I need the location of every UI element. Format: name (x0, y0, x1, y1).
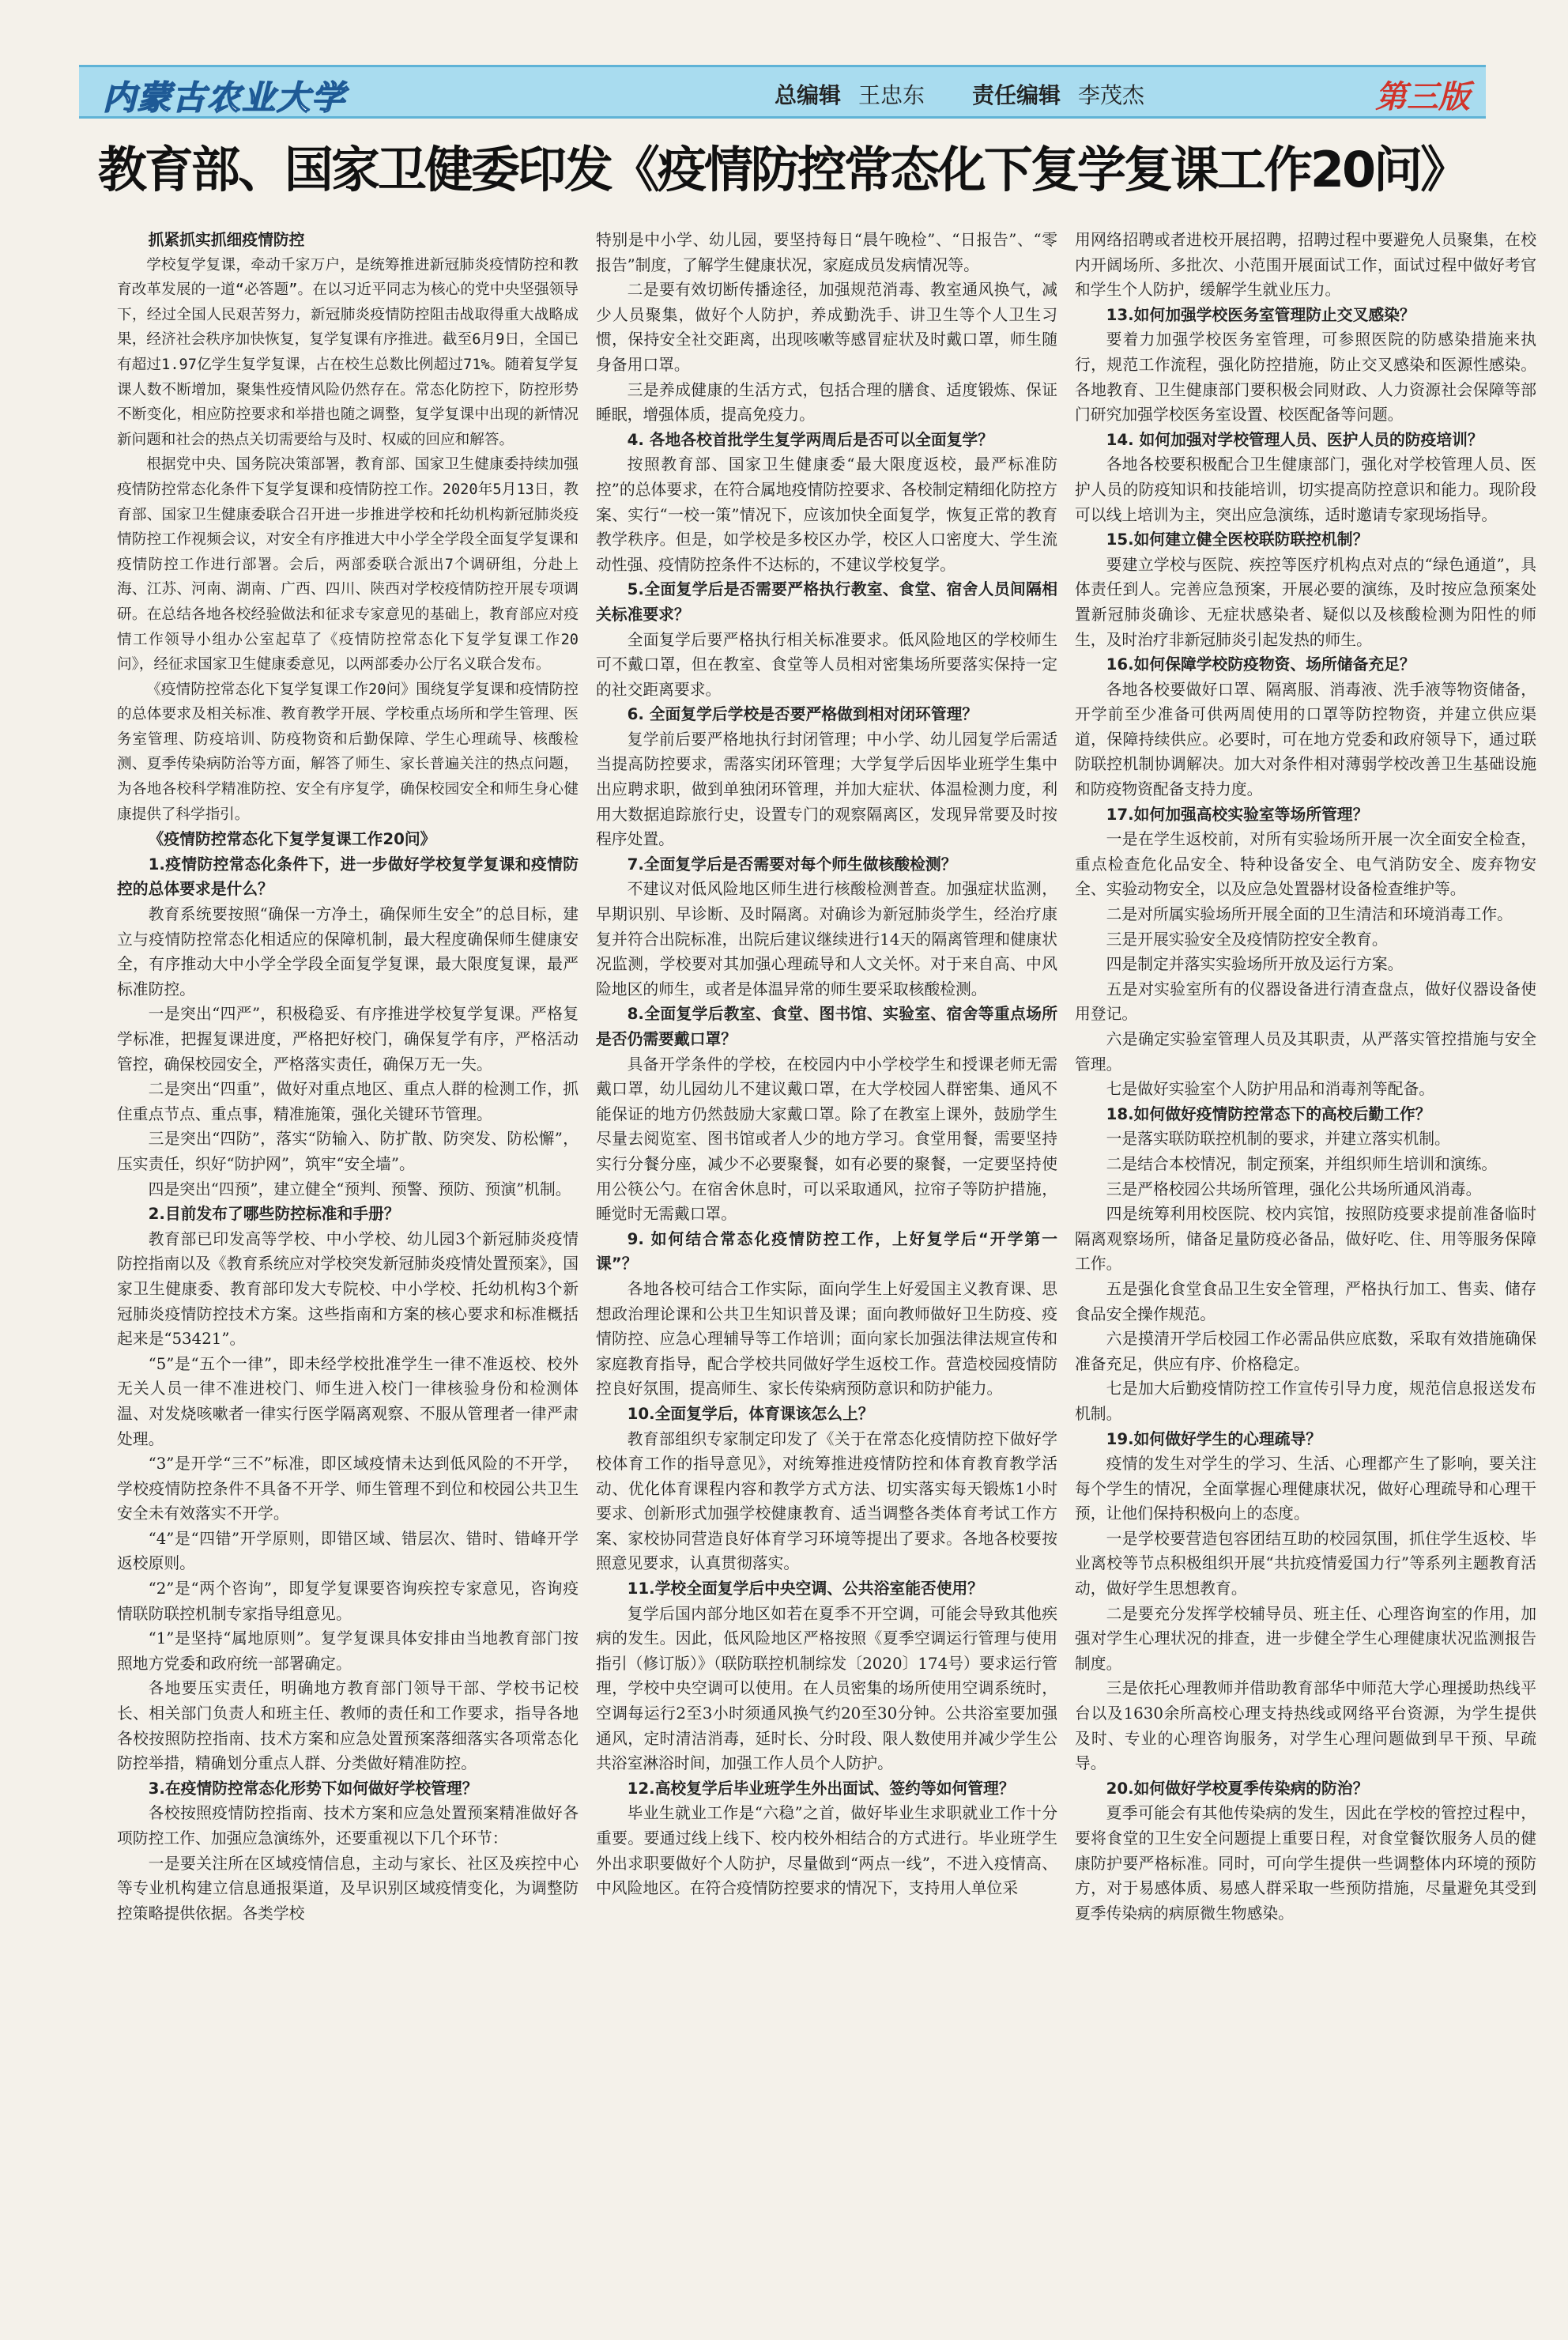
section-heading: 10.全面复学后，体育课该怎么上？ (627, 1404, 874, 1423)
body-paragraph: 二是突出“四重”，做好对重点地区、重点人群的检测工作，抓住重点节点、重点事，精准施策，强化关键环节管理。 (117, 1080, 579, 1123)
body-paragraph: 不建议对低风险地区师生进行核酸检测普查。加强症状监测，早期识别、早诊断、及时隔离。对确诊为新冠肺炎学生，经治疗康复并符合出院标准，出院后建议继续进行14天的隔离管理和健康状况监测，学校要对其加强心理疏导和人文关怀。对于来自高、中风险地区的师生，或者是体温异常的师生要采取核酸检测。 (596, 880, 1057, 998)
section-heading: 19.如何做好学生的心理疏导？ (1106, 1429, 1322, 1448)
body-paragraph: “2”是“两个咨询”，即复学复课要咨询疾控专家意见，咨询疫情联防联控机制专家指导组意见。 (117, 1580, 579, 1623)
section-heading: 抓紧抓实抓细疫情防控 (148, 231, 305, 249)
section-heading: 15.如何建立健全医校联防联控机制？ (1106, 530, 1369, 549)
body-paragraph: 七是做好实验室个人防护用品和消毒剂等配备。 (1106, 1080, 1435, 1099)
body-paragraph: 二是要有效切断传播途径，加强规范消毒、教室通风换气，减少人员聚集，做好个人防护，养成勤洗手、讲卫生等个人卫生习惯，保持安全社交距离，出现咳嗽等感冒症状及时戴口罩，师生随身备用口罩。 (596, 281, 1057, 374)
body-paragraph: 四是突出“四预”，建立健全“预判、预警、预防、预演”机制。 (148, 1179, 571, 1198)
headline: 教育部、国家卫健委印发《疫情防控常态化下复学复课工作20问》 (97, 141, 1468, 198)
body-paragraph: 要着力加强学校医务室管理，可参照医院的防感染措施来执行，规范工作流程，强化防控措施，防止交叉感染和医源性感染。各地教育、卫生健康部门要积极会同财政、人力资源社会保障等部门研究加强学校医务室设置、校医配备等问题。 (1075, 330, 1536, 425)
body-paragraph: 一是在学生返校前，对所有实验场所开展一次全面安全检查，重点检查危化品安全、特种设备安全、电气消防安全、废弃物安全、实验动物安全，以及应急处置器材设备检查维护等。 (1075, 830, 1536, 899)
body-paragraph: 夏季可能会有其他传染病的发生，因此在学校的管控过程中，要将食堂的卫生安全问题提上重要日程，对食堂餐饮服务人员的健康防护要严格标准。同时，可向学生提供一些调整体内环境的预防方，对于易感体质、易感人群采取一些预防措施，尽量避免其受到夏季传染病的病原微生物感染。 (1075, 1804, 1536, 1923)
body-paragraph: 疫情的发生对学生的学习、生活、心理都产生了影响，要关注每个学生的情况，全面掌握心理健康状况，做好心理疏导和心理干预，让他们保持积极向上的态度。 (1075, 1455, 1536, 1523)
body-paragraph: 教育部组织专家制定印发了《关于在常态化疫情防控下做好学校体育工作的指导意见》，对统筹推进疫情防控和体育教育教学活动、优化体育课程内容和教学方式方法、切实落实每天锻炼1小时要求、创新形式加强学校健康教育、适当调整各类体育考试工作方案、家校协同营造良好体育学习环境等提出了要求。各地各校要按照意见要求，认真贯彻落实。 (596, 1429, 1057, 1573)
body-paragraph: 具备开学条件的学校，在校园内中小学校学生和授课老师无需戴口罩，幼儿园幼儿不建议戴口罩，在大学校园人群密集、通风不能保证的地方仍然鼓励大家戴口罩。除了在教室上课外，鼓励学生尽量去阅览室、图书馆或者人少的地方学习。食堂用餐，需要坚持实行分餐分座，减少不必要聚餐，如有必要的聚餐，一定要坚持使用公筷公勺。在宿舍休息时，可以采取通风，拉帘子等防护措施，睡觉时无需戴口罩。 (596, 1055, 1057, 1224)
masthead (79, 65, 1486, 119)
body-paragraph: 各地各校要做好口罩、隔离服、消毒液、洗手液等物资储备，开学前至少准备可供两周使用的口罩等防控物资，并建立供应渠道，保障持续供应。必要时，可在地方党委和政府领导下，通过联防联控机制协调解决。加大对条件相对薄弱学校改善卫生基础设施和防疫物资配备支持力度。 (1075, 680, 1536, 799)
body-paragraph: 四是统筹利用校医院、校内宾馆，按照防疫要求提前准备临时隔离观察场所，储备足量防疫必备品，做好吃、住、用等服务保障工作。 (1075, 1205, 1536, 1274)
body-paragraph: “1”是坚持“属地原则”。复学复课具体安排由当地教育部门按照地方党委和政府统一部署确定。 (117, 1629, 579, 1673)
section-heading: 1.疫情防控常态化条件下，进一步做好学校复学复课和疫情防控的总体要求是什么？ (117, 855, 579, 899)
body-paragraph: 学校复学复课，牵动千家万户，是统筹推进新冠肺炎疫情防控和教育改革发展的一道“必答题”。在以习近平同志为核心的党中央坚强领导下，经过全国人民艰苦努力，新冠肺炎疫情防控阻击战取得重大战略成果，经济社会秩序加快恢复，复学复课有序推进。截至6月9日，全国已有超过1.97亿学生复学复课，占在校生总数比例超过71%。随着复学复课人数不断增加，聚集性疫情风险仍然存在。常态化防控下，防控形势不断变化，相应防控要求和举措也随之调整，复学复课中出现的新情况新问题和社会的热点关切需要给与及时、权威的回应和解答。 (117, 256, 579, 448)
body-paragraph: 一是要关注所在区域疫情信息，主动与家长、社区及疾控中心等专业机构建立信息通报渠道，及早识别区域疫情变化，为调整防控策略提供依据。各类学校 (117, 1854, 579, 1923)
body-paragraph: 一是落实联防联控机制的要求，并建立落实机制。 (1106, 1130, 1450, 1149)
body-paragraph: 三是突出“四防”，落实“防输入、防扩散、防突发、防松懈”，压实责任，织好“防护网”，筑牢“安全墙”。 (117, 1130, 579, 1173)
section-heading: 9. 如何结合常态化疫情防控工作，上好复学后“开学第一课”？ (596, 1229, 1057, 1274)
body-paragraph: 一是突出“四严”，积极稳妥、有序推进学校复学复课。严格复学标准，把握复课进度，严格把好校门，确保复学有序，严格活动管控，确保校园安全，严格落实责任，确保万无一失。 (117, 1005, 579, 1074)
body-paragraph: 《疫情防控常态化下复学复课工作20问》围绕复学复课和疫情防控的总体要求及相关标准、教育教学开展、学校重点场所和学生管理、医务室管理、防疫培训、防疫物资和后勤保障、学生心理疏导、核酸检测、夏季传染病防治等方面，解答了师生、家长普遍关注的热点问题，为各地各校科学精准防控、安全有序复学，确保校园安全和师生身心健康提供了科学指引。 (117, 681, 579, 823)
section-heading: 4. 各地各校首批学生复学两周后是否可以全面复学？ (627, 430, 993, 449)
body-paragraph: 五是强化食堂食品卫生安全管理，严格执行加工、售卖、储存食品安全操作规范。 (1075, 1279, 1536, 1323)
resp-editor-name: 李茂杰 (1078, 82, 1145, 108)
body-paragraph: 按照教育部、国家卫生健康委“最大限度返校，最严标准防控”的总体要求，在符合属地疫情防控要求、各校制定精细化防控方案、实行“一校一策”情况下，应该加快全面复学，恢复正常的教育教学秩序。但是，如学校是多校区办学，校区人口密度大、学生流动性强、疫情防控条件不达标的，不建议学校复学。 (596, 455, 1057, 574)
body-paragraph: 复学前后要严格地执行封闭管理；中小学、幼儿园复学后需适当提高防控要求，需落实闭环管理；大学复学后因毕业班学生集中出应聘求职，做到单独闭环管理，并加大症状、体温检测力度，利用大数据追踪旅行史，设置专门的观察隔离区，发现异常要及时按程序处置。 (596, 730, 1057, 849)
page-number: 第三版 (1375, 78, 1470, 115)
section-heading: 6. 全面复学后学校是否要严格做到相对闭环管理？ (627, 705, 978, 724)
editor-credits (775, 78, 1192, 110)
body-paragraph: 各地各校要积极配合卫生健康部门，强化对学校管理人员、医护人员的防疫知识和技能培训，切实提高防控意识和能力。现阶段可以线上培训为主，突出应急演练，适时邀请专家现场指导。 (1075, 455, 1536, 524)
section-heading: 2.目前发布了哪些防控标准和手册？ (148, 1205, 400, 1224)
body-paragraph: 三是开展实验安全及疫情防控安全教育。 (1106, 930, 1388, 949)
body-paragraph: “4”是“四错”开学原则，即错区域、错层次、错时、错峰开学返校原则。 (117, 1529, 579, 1573)
body-paragraph: 二是要充分发挥学校辅导员、班主任、心理咨询室的作用，加强对学生心理状况的排查，进一步健全学生心理健康状况监测报告制度。 (1075, 1604, 1536, 1673)
body-paragraph: “5”是“五个一律”，即未经学校批准学生一律不准返校、校外无关人员一律不准进校门、师生进入校门一律核验身份和检测体温、对发烧咳嗽者一律实行医学隔离观察、不服从管理者一律严肃处理。 (117, 1354, 579, 1448)
section-heading: 18.如何做好疫情防控常态下的高校后勤工作？ (1106, 1104, 1431, 1123)
body-paragraph: 用网络招聘或者进校开展招聘，招聘过程中要避免人员聚集，在校内开阔场所、多批次、小范围开展面试工作，面试过程中做好考官和学生个人防护，缓解学生就业压力。 (1075, 231, 1536, 300)
section-heading: 5.全面复学后是否需要严格执行教室、食堂、宿舍人员间隔相关标准要求？ (596, 580, 1057, 624)
chief-editor-name: 王忠东 (858, 82, 925, 108)
body-paragraph: 三是严格校园公共场所管理，强化公共场所通风消毒。 (1106, 1179, 1482, 1198)
article-column-3 (1075, 228, 1536, 2307)
body-paragraph: 六是确定实验室管理人员及其职责，从严落实管控措施与安全管理。 (1075, 1030, 1536, 1074)
body-paragraph: 一是学校要营造包容团结互助的校园氛围，抓住学生返校、毕业离校等节点积极组织开展“共抗疫情爱国力行”等系列主题教育活动，做好学生思想教育。 (1075, 1529, 1536, 1598)
section-heading: 8.全面复学后教室、食堂、图书馆、实验室、宿舍等重点场所是否仍需要戴口罩？ (596, 1005, 1057, 1048)
article-column-2 (596, 228, 1057, 2307)
body-paragraph: “3”是开学“三不”标准，即区域疫情未达到低风险的不开学，学校疫情防控条件不具备不开学、师生管理不到位和校园公共卫生安全未有效落实不开学。 (117, 1455, 579, 1523)
body-paragraph: 五是对实验室所有的仪器设备进行清查盘点，做好仪器设备使用登记。 (1075, 979, 1536, 1024)
section-heading: 14. 如何加强对学校管理人员、医护人员的防疫培训？ (1106, 430, 1483, 449)
body-paragraph: 各校按照疫情防控指南、技术方案和应急处置预案精准做好各项防控工作、加强应急演练外，还要重视以下几个环节： (117, 1804, 579, 1847)
body-paragraph: 三是依托心理教师并借助教育部华中师范大学心理援助热线平台以及1630余所高校心理支持热线或网络平台资源，为学生提供及时、专业的心理咨询服务，对学生心理问题做到早干预、早疏导。 (1075, 1679, 1536, 1773)
body-paragraph: 各地要压实责任，明确地方教育部门领导干部、学校书记校长、相关部门负责人和班主任、教师的责任和工作要求，指导各地各校按照防控指南、技术方案和应急处置预案落细落实各项常态化防控举措，精确划分重点人群、分类做好精准防控。 (117, 1679, 579, 1773)
body-paragraph: 二是对所属实验场所开展全面的卫生清洁和环境消毒工作。 (1106, 905, 1513, 924)
body-paragraph: 六是摸清开学后校园工作必需品供应底数，采取有效措施确保准备充足，供应有序、价格稳定。 (1075, 1330, 1536, 1373)
body-paragraph: 教育系统要按照“确保一方净土，确保师生安全”的总目标，建立与疫情防控常态化相适应的保障机制，最大程度确保师生健康安全，有序推动大中小学全学段全面复学复课，最大限度复课，最严标准防控。 (117, 905, 579, 998)
chief-editor-label: 总编辑 (775, 82, 842, 108)
section-heading: 16.如何保障学校防疫物资、场所储备充足？ (1106, 655, 1415, 674)
body-paragraph: 毕业生就业工作是“六稳”之首，做好毕业生求职就业工作十分重要。要通过线上线下、校内校外相结合的方式进行。毕业班学生外出求职要做好个人防护，尽量做到“两点一线”，不进入疫情高、中风险地区。在符合疫情防控要求的情况下，支持用人单位采 (596, 1804, 1057, 1898)
resp-editor-label: 责任编辑 (972, 82, 1061, 108)
body-paragraph: 特别是中小学、幼儿园，要坚持每日“晨午晚检”、“日报告”、“零报告”制度，了解学生健康状况，家庭成员发病情况等。 (596, 231, 1057, 274)
body-paragraph: 要建立学校与医院、疾控等医疗机构点对点的“绿色通道”，具体责任到人。完善应急预案，开展必要的演练，及时按应急预案处置新冠肺炎确诊、无症状感染者、疑似以及核酸检测为阳性的师生，及时治疗非新冠肺炎引起发热的师生。 (1075, 555, 1536, 649)
body-paragraph: 四是制定并落实实验场所开放及运行方案。 (1106, 955, 1404, 974)
body-paragraph: 二是结合本校情况，制定预案，并组织师生培训和演练。 (1106, 1154, 1498, 1173)
body-paragraph: 七是加大后勤疫情防控工作宣传引导力度，规范信息报送发布机制。 (1075, 1379, 1536, 1423)
section-heading: 13.如何加强学校医务室管理防止交叉感染？ (1106, 305, 1415, 324)
section-heading: 20.如何做好学校夏季传染病的防治？ (1106, 1779, 1369, 1798)
body-paragraph: 教育部已印发高等学校、中小学校、幼儿园3个新冠肺炎疫情防控指南以及《教育系统应对学校突发新冠肺炎疫情处置预案》，国家卫生健康委、教育部印发大专院校、中小学校、托幼机构3个新冠肺炎疫情防控技术方案。这些指南和方案的核心要求和标准概括起来是“53421”。 (117, 1229, 579, 1349)
section-heading: 7.全面复学后是否需要对每个师生做核酸检测？ (627, 855, 957, 874)
body-paragraph: 三是养成健康的生活方式，包括合理的膳食、适度锻炼、保证睡眠，增强体质，提高免疫力。 (596, 380, 1057, 425)
section-heading: 11.学校全面复学后中央空调、公共浴室能否使用？ (627, 1580, 984, 1598)
body-paragraph: 全面复学后要严格执行相关标准要求。低风险地区的学校师生可不戴口罩，但在教室、食堂等人员相对密集场所要落实保持一定的社交距离要求。 (596, 630, 1057, 699)
body-paragraph: 各地各校可结合工作实际，面向学生上好爱国主义教育课、思想政治理论课和公共卫生知识普及课；面向教师做好卫生防疫、疫情防控、应急心理辅导等工作培训；面向家长加强法律法规宣传和家庭教育指导，配合学校共同做好学生返校工作。营造校园疫情防控良好氛围，提高师生、家长传染病预防意识和防护能力。 (596, 1279, 1057, 1398)
section-heading: 17.如何加强高校实验室等场所管理？ (1106, 805, 1369, 824)
section-heading: 12.高校复学后毕业班学生外出面试、签约等如何管理？ (627, 1779, 1015, 1798)
article-column-1 (117, 228, 579, 2307)
body-paragraph: 根据党中央、国务院决策部署，教育部、国家卫生健康委持续加强疫情防控常态化条件下复学复课和疫情防控工作。2020年5月13日，教育部、国家卫生健康委联合召开进一步推进学校和托幼机构新冠肺炎疫情防控工作视频会议，对安全有序推进大中小学全学段全面复学复课和疫情防控工作进行部署。会后，两部委联合派出7个调研组，分赴上海、江苏、河南、湖南、广西、四川、陕西对学校疫情防控开展专项调研。在总结各地各校经验做法和征求专家意见的基础上，教育部应对疫情工作领导小组办公室起草了《疫情防控常态化下复学复课工作20问》，经征求国家卫生健康委意见，以两部委办公厅名义联合发布。 (117, 456, 579, 674)
section-heading: 《疫情防控常态化下复学复课工作20问》 (148, 830, 436, 849)
body-paragraph: 复学后国内部分地区如若在夏季不开空调，可能会导致其他疾病的发生。因此，低风险地区严格按照《夏季空调运行管理与使用指引（修订版）》（联防联控机制综发〔2020〕174号）要求运行管理，学校中央空调可以使用。在人员密集的场所使用空调系统时，空调每运行2至3小时须通风换气约20至30分钟。公共浴室要加强通风，定时清洁消毒，延时长、分时段、限人数使用并减少学生公共浴室淋浴时间，加强工作人员个人防护。 (596, 1604, 1057, 1773)
school-name: 内蒙古农业大学 (103, 78, 347, 117)
section-heading: 3.在疫情防控常态化形势下如何做好学校管理？ (148, 1779, 478, 1798)
